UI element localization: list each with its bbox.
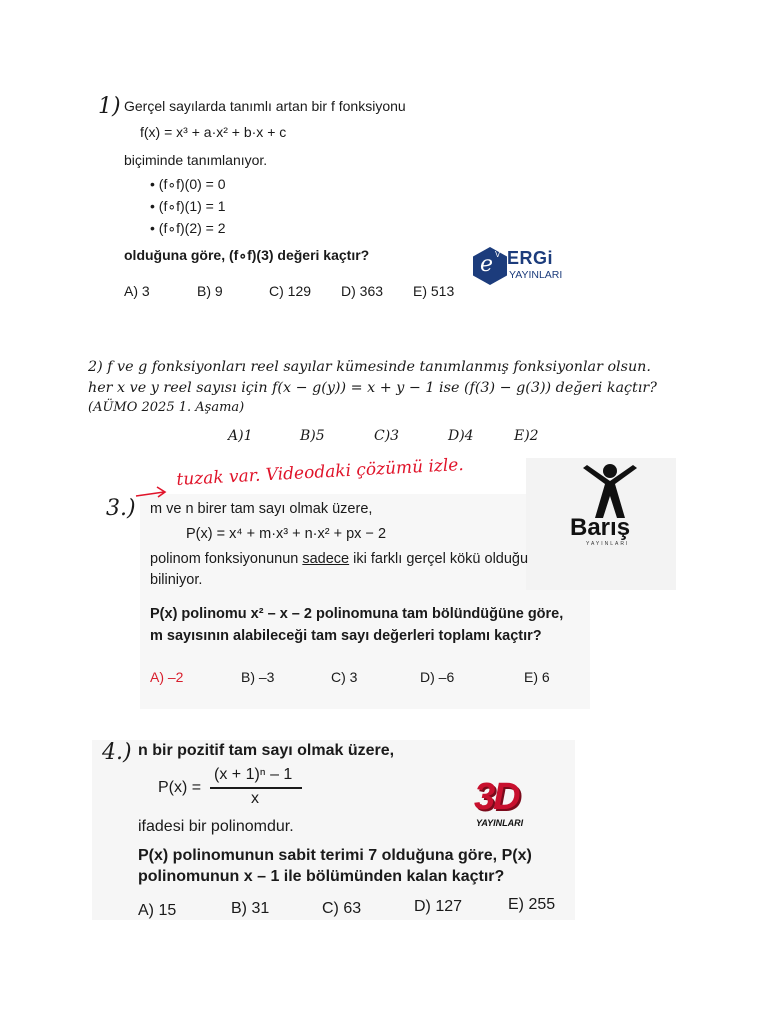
q4-lhs: P(x) = xyxy=(158,779,202,796)
q1-option-d: D) 363 xyxy=(341,283,384,299)
q1-question: olduğuna göre, (f∘f)(3) değeri kaçtır? xyxy=(124,247,370,263)
ergi-logo-sub: YAYINLARI xyxy=(509,269,563,281)
3d-logo xyxy=(472,776,532,832)
q4-numerator: (x + 1)ⁿ – 1 xyxy=(214,766,293,783)
q1-option-e: E) 513 xyxy=(413,283,455,299)
q4-line2: ifadesi bir polinomdur. xyxy=(138,818,294,835)
q3-option-e: E) 6 xyxy=(524,669,550,685)
q1-formula: f(x) = x³ + a·x² + b·x + c xyxy=(140,124,287,140)
red-arrow-icon xyxy=(134,484,170,500)
q4-line1: n bir pozitif tam sayı olmak üzere, xyxy=(138,742,395,759)
q2-option-b: B)5 xyxy=(300,428,325,444)
ergi-logo-mark: e xyxy=(480,252,494,277)
q1-bullet-2: • (f∘f)(1) = 1 xyxy=(150,198,226,214)
3d-logo-mark: 3D xyxy=(474,776,519,818)
q1-number: 1) xyxy=(98,94,121,119)
q4-option-c: C) 63 xyxy=(322,900,362,917)
q4-fraction-bar xyxy=(210,787,302,789)
q3-line2: polinom fonksiyonunun sadece iki farklı gerçel kökü olduğu xyxy=(150,551,529,567)
baris-logo xyxy=(560,462,660,552)
q3-question-line1: P(x) polinomu x² – x – 2 polinomuna tam bölündüğüne göre, xyxy=(150,606,564,622)
q1-line2: biçiminde tanımlanıyor. xyxy=(124,152,268,168)
q4-question-line1: P(x) polinomunun sabit terimi 7 olduğuna göre, P(x) xyxy=(138,847,532,864)
q3-option-b: B) –3 xyxy=(241,669,275,685)
q2-source: (AÜMO 2025 1. Aşama) xyxy=(88,400,245,415)
q4-question-line2: polinomunun x – 1 ile bölümünden kalan kaçtır? xyxy=(138,868,505,885)
q1-intro: Gerçel sayılarda tanımlı artan bir f fonksiyonu xyxy=(124,98,406,114)
q4-option-d: D) 127 xyxy=(414,898,463,915)
q3-formula: P(x) = x⁴ + m·x³ + n·x² + px − 2 xyxy=(186,526,387,542)
q3-option-a: A) –2 xyxy=(150,669,184,685)
q4-denominator: x xyxy=(251,790,259,807)
ergi-logo-sup: V xyxy=(495,250,501,259)
q3-line1: m ve n birer tam sayı olmak üzere, xyxy=(150,501,373,517)
q4-option-a: A) 15 xyxy=(138,902,177,919)
q2-option-c: C)3 xyxy=(374,428,400,444)
q2-option-a: A)1 xyxy=(228,428,253,444)
q3-option-d: D) –6 xyxy=(420,669,455,685)
q1-option-b: B) 9 xyxy=(197,283,223,299)
baris-logo-sub: YAYINLARI xyxy=(586,541,630,547)
ergi-logo xyxy=(470,246,590,288)
q1-bullet-1: • (f∘f)(0) = 0 xyxy=(150,176,226,192)
q2-line2: her x ve y reel sayısı için f(x − g(y)) = x + y − 1 ise (f(3) − g(3)) değeri kaçtır? xyxy=(88,380,657,396)
q3-option-c: C) 3 xyxy=(331,669,358,685)
q3-question-line2: m sayısının alabileceği tam sayı değerleri toplamı kaçtır? xyxy=(150,628,542,644)
q1-option-c: C) 129 xyxy=(269,283,312,299)
q3-number: 3.) xyxy=(106,496,136,521)
ergi-logo-name: ERGi xyxy=(507,248,554,268)
q4-number: 4.) xyxy=(102,740,132,765)
q1-option-a: A) 3 xyxy=(124,283,150,299)
q1-bullet-3: • (f∘f)(2) = 2 xyxy=(150,220,226,236)
q3-line3: biliniyor. xyxy=(150,572,203,588)
q4-option-b: B) 31 xyxy=(231,900,270,917)
q2-option-d: D)4 xyxy=(448,428,474,444)
q4-option-e: E) 255 xyxy=(508,896,556,913)
q2-option-e: E)2 xyxy=(514,428,539,444)
q2-line1: 2) f ve g fonksiyonları reel sayılar kümesinde tanımlanmış fonksiyonlar olsun. xyxy=(88,359,651,375)
3d-logo-sub: YAYINLARI xyxy=(476,818,524,828)
q3-handwritten-note: tuzak var. Videodaki çözümü izle. xyxy=(176,454,465,490)
baris-logo-name: Barış xyxy=(570,514,631,541)
